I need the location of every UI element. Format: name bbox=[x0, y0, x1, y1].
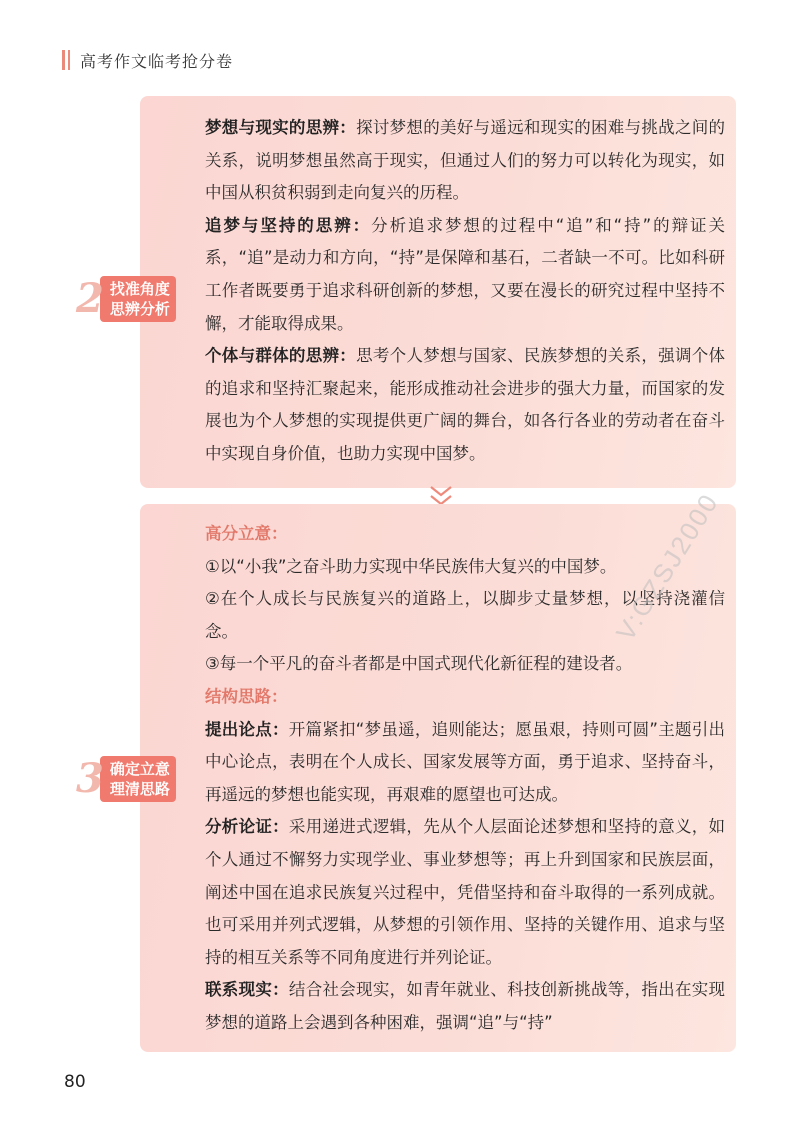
paragraph-keyword: 提出论点： bbox=[205, 719, 289, 739]
idea-item: ②在个人成长与民族复兴的道路上，以脚步丈量梦想，以坚持浇灌信念。 bbox=[205, 589, 725, 641]
header-bar bbox=[62, 50, 65, 70]
header-bar-thin bbox=[68, 50, 70, 70]
subheading-ideas: 高分立意： bbox=[205, 524, 288, 543]
paragraph-text: 开篇紧扣“梦虽遥，追则能达；愿虽艰，持则可圆”主题引出中心论点，表明在个人成长、国家发展等方面，勇于追求、坚持奋斗，再遥远的梦想也能实现，再艰难的愿望也可达成。 bbox=[205, 719, 725, 804]
paragraph-text: 分析追求梦想的过程中“追”和“持”的辩证关系，“追”是动力和方向，“持”是保障和基石，二者缺一不可。比如科研工作者既要勇于追求科研创新的梦想，又要在漫长的研究过程中坚持不懈，才能取得成果。 bbox=[205, 215, 726, 333]
page-number: 80 bbox=[64, 1072, 86, 1092]
section-2-content bbox=[205, 112, 725, 471]
section-3-tag bbox=[76, 756, 176, 802]
subheading-structure: 结构思路： bbox=[205, 686, 288, 706]
paragraph bbox=[205, 714, 725, 812]
section-2-label-line2: 思辨分析 bbox=[109, 300, 170, 318]
paragraph-text: 探讨梦想的美好与遥远和现实的困难与挑战之间的关系，说明梦想虽然高于现实，但通过人们的努力可以转化为现实，如中国从积贫积弱到走向复兴的历程。 bbox=[205, 118, 726, 203]
paragraph-keyword: 追梦与坚持的思辨： bbox=[205, 215, 372, 235]
paragraph-text: 采用递进式逻辑，先从个人层面论述梦想和坚持的意义，如个人通过不懈努力实现学业、事业梦想等；再上升到国家和民族层面，阐述中国在追求民族复兴过程中，凭借坚持和奋斗取得的一系列成就。也可采用并列式逻辑，从梦想的引领作用、坚持的关键作用、追求与坚持的相互关系等不同角度进行并列论证。 bbox=[205, 817, 726, 967]
watermark: V:GZSJ2000 bbox=[610, 487, 725, 646]
idea-item: ①以“小我”之奋斗助力实现中华民族伟大复兴的中国梦。 bbox=[205, 556, 617, 576]
page-header bbox=[62, 48, 233, 72]
section-3-label-line2: 理清思路 bbox=[109, 780, 170, 798]
header-title: 高考作文临考抢分卷 bbox=[80, 51, 234, 71]
paragraph-text: 思考个人梦想与国家、民族梦想的关系，强调个体的追求和坚持汇聚起来，能形成推动社会进步的强大力量，而国家的发展也为个人梦想的实现提供更广阔的舞台，如各行各业的劳动者在奋斗中实现自身价值，也助力实现中国梦。 bbox=[205, 346, 726, 463]
paragraph bbox=[205, 210, 725, 340]
section-2-tag bbox=[76, 276, 176, 322]
paragraph bbox=[205, 974, 725, 1039]
paragraph-keyword: 个体与群体的思辨： bbox=[205, 346, 357, 366]
section-3-number: 3 bbox=[76, 755, 104, 802]
section-2-number: 2 bbox=[76, 275, 104, 322]
paragraph bbox=[205, 811, 725, 974]
paragraph-keyword: 联系现实： bbox=[205, 980, 289, 1000]
paragraph-text: 结合社会现实，如青年就业、科技创新挑战等，指出在实现梦想的道路上会遇到各种困难，强调“追”与“持” bbox=[205, 980, 726, 1032]
section-2-label-line1: 找准角度 bbox=[109, 280, 170, 298]
paragraph-keyword: 梦想与现实的思辨： bbox=[205, 118, 357, 137]
section-2-label bbox=[100, 276, 176, 322]
paragraph bbox=[205, 340, 725, 470]
section-3-label-line1: 确定立意 bbox=[109, 760, 170, 778]
section-3-label bbox=[100, 756, 176, 802]
idea-item: ③每一个平凡的奋斗者都是中国式现代化新征程的建设者。 bbox=[205, 654, 633, 674]
paragraph bbox=[205, 112, 725, 210]
paragraph-keyword: 分析论证： bbox=[205, 817, 289, 837]
